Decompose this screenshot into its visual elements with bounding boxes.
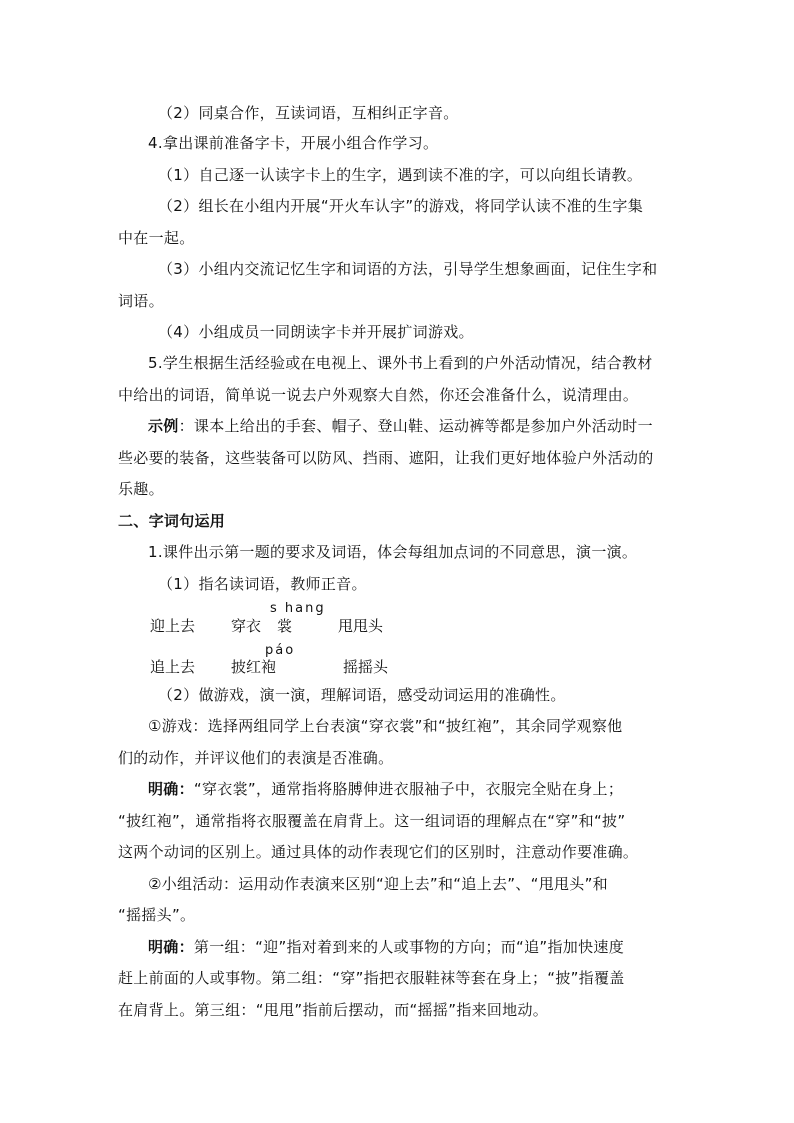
paragraph: （4）小组成员一同朗读字卡并开展扩词游戏。 bbox=[158, 323, 474, 341]
paragraph: 赶上前面的人或事物。第二组：“穿”指把衣服鞋袜等套在身上；“披”指覆盖 bbox=[118, 969, 625, 987]
paragraph: （2）做游戏，演一演，理解词语，感受动词运用的准确性。 bbox=[158, 686, 566, 704]
clarify-paragraph: 明确：“穿衣裳”，通常指将胳膊伸进衣服袖子中，衣服完全贴在身上； bbox=[148, 780, 624, 798]
paragraph: 5.学生根据生活经验或在电视上、课外书上看到的户外活动情况，结合教材 bbox=[148, 354, 653, 372]
vocab-word: 迎上去 bbox=[150, 617, 196, 635]
section-heading: 二、字词句运用 bbox=[118, 512, 226, 530]
clarify-label: 明确： bbox=[148, 780, 194, 798]
example-label: 示例 bbox=[148, 417, 179, 435]
paragraph: 些必要的装备，这些装备可以防风、挡雨、遮阳，让我们更好地体验户外活动的 bbox=[118, 449, 654, 467]
paragraph: 们的动作，并评议他们的表演是否准确。 bbox=[118, 749, 394, 767]
clarify-paragraph: 明确：第一组：“迎”指对着到来的人或事物的方向；而“追”指加快速度 bbox=[148, 938, 624, 956]
pinyin-label: s hang bbox=[270, 601, 326, 616]
vocab-word: 穿衣 bbox=[231, 617, 262, 635]
clarify-label: 明确： bbox=[148, 938, 194, 956]
vocab-word: 摇摇头 bbox=[343, 658, 389, 676]
vocab-word: 追上去 bbox=[150, 658, 196, 676]
paragraph: （1）指名读词语，教师正音。 bbox=[158, 575, 367, 593]
paragraph: “摇摇头”。 bbox=[118, 906, 196, 924]
paragraph: （1）自己逐一认读字卡上的生字，遇到读不准的字，可以向组长请教。 bbox=[158, 166, 643, 184]
paragraph: 在肩背上。第三组：“甩甩”指前后摆动，而“摇摇”指来回地动。 bbox=[118, 1001, 549, 1019]
vocab-word: 甩甩头 bbox=[338, 617, 384, 635]
paragraph: ②小组活动：运用动作表演来区别“迎上去”和“追上去”、“甩甩头”和 bbox=[148, 875, 608, 893]
vocab-word: 披红袍 bbox=[231, 658, 277, 676]
paragraph: 中在一起。 bbox=[118, 229, 195, 247]
paragraph: （2）同桌合作，互读词语，互相纠正字音。 bbox=[158, 104, 459, 122]
example-paragraph: 示例：课本上给出的手套、帽子、登山鞋、运动裤等都是参加户外活动时一 bbox=[148, 417, 653, 435]
paragraph: 4.拿出课前准备字卡，开展小组合作学习。 bbox=[148, 134, 439, 152]
paragraph: 词语。 bbox=[118, 292, 164, 310]
vocab-word: 裳 bbox=[277, 617, 293, 635]
paragraph: 1.课件出示第一题的要求及词语，体会每组加点词的不同意思，演一演。 bbox=[148, 543, 638, 561]
paragraph: （3）小组内交流记忆生字和词语的方法，引导学生想象画面，记住生字和 bbox=[158, 260, 658, 278]
paragraph: ①游戏：选择两组同学上台表演“穿衣裳”和“披红袍”，其余同学观察他 bbox=[148, 717, 623, 735]
paragraph: （2）组长在小组内开展“开火车认字”的游戏，将同学认读不准的生字集 bbox=[158, 197, 643, 215]
paragraph: 乐趣。 bbox=[118, 480, 164, 498]
paragraph: 这两个动词的区别上。通过具体的动作表现它们的区别时，注意动作要准确。 bbox=[118, 843, 639, 861]
paragraph: “披红袍”，通常指将衣服覆盖在肩背上。这一组词语的理解点在“穿”和“披” bbox=[118, 812, 626, 830]
paragraph: 中给出的词语，简单说一说去户外观察大自然，你还会准备什么，说清理由。 bbox=[118, 386, 639, 404]
pinyin-label: páo bbox=[265, 643, 296, 658]
